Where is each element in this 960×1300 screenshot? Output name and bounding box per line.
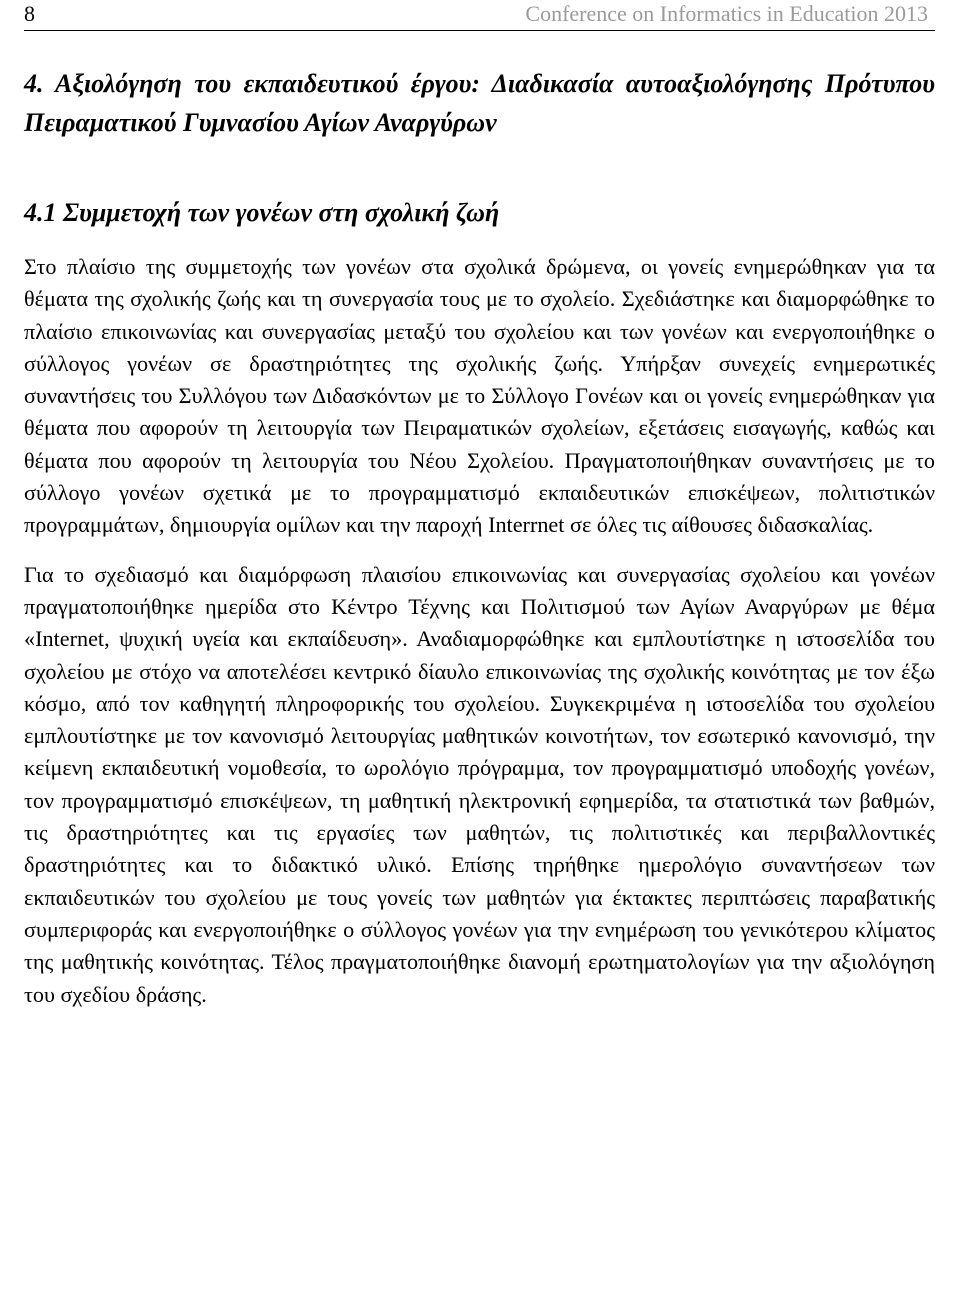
page-number: 8: [24, 1, 35, 26]
running-header: [24, 0, 935, 31]
conference-name: Conference on Informatics in Education 2013: [525, 1, 928, 26]
section-title: 4. Αξιολόγηση του εκπαιδευτικού έργου: Διαδικασία αυτοαξιολόγησης Πρότυπου Πειραματικού Γυμνασίου Αγίων Αναργύρων: [24, 69, 935, 137]
body-paragraph: Στο πλαίσιο της συμμετοχής των γονέων στα σχολικά δρώμενα, οι γονείς ενημερώθηκαν για τα θέματα της σχολικής ζωής και τη συνεργασία τους με το σχολείο. Σχεδιάστηκε και διαμορφώθηκε το πλαίσιο επικοινωνίας και συνεργασίας μεταξύ του σχολείου και των γονέων και ενεργοποιήθηκε ο σύλλογος γονέων σε δραστηριότητες της σχολικής ζωής. Υπήρξαν συνεχείς ενημερωτικές συναντήσεις του Συλλόγου των Διδασκόντων με το Σύλλογο Γονέων και οι γονείς ενημερώθηκαν για θέματα που αφορούν τη λειτουργία των Πειραματικών σχολείων, εξετάσεις εισαγωγής, καθώς και θέματα που αφορούν τη λειτουργία του Νέου Σχολείου. Πραγματοποιήθηκαν συναντήσεις με το σύλλογο γονέων σχετικά με το προγραμματισμό εκπαιδευτικών επισκέψεων, πολιτιστικών προγραμμάτων, δημιουργία ομίλων και την παροχή Interrnet σε όλες τις αίθουσες διδασκαλίας.: [24, 254, 935, 538]
subsection-title: 4.1 Συμμετοχή των γονέων στη σχολική ζωή: [24, 198, 500, 227]
body-paragraph: Για το σχεδιασμό και διαμόρφωση πλαισίου επικοινωνίας και συνεργασίας σχολείου και γονέων πραγματοποιήθηκε ημερίδα στο Κέντρο Τέχνης και Πολιτισμού των Αγίων Αναργύρων με θέμα «Internet, ψυχική υγεία και εκπαίδευση». Αναδιαμορφώθηκε και εμπλουτίστηκε η ιστοσελίδα του σχολείου με στόχο να αποτελέσει κεντρικό δίαυλο επικοινωνίας της σχολικής κοινότητας με τον έξω κόσμο, από τον καθηγητή πληροφορικής του σχολείου. Συγκεκριμένα η ιστοσελίδα του σχολείου εμπλουτίστηκε με τον κανονισμό λειτουργίας μαθητικών κοινοτήτων, τον εσωτερικό κανονισμό, την κείμενη εκπαιδευτική νομοθεσία, το ωρολόγιο πρόγραμμα, τον προγραμματισμό υποδοχής γονέων, τον προγραμματισμό επισκέψεων, τη μαθητική ηλεκτρονική εφημερίδα, τα στατιστικά των βαθμών, τις δραστηριότητες και τις εργασίες των μαθητών, τις πολιτιστικές και περιβαλλοντικές δραστηριότητες και το διδακτικό υλικό. Επίσης τηρήθηκε ημερολόγιο συναντήσεων των εκπαιδευτικών του σχολείου με τους γονείς των μαθητών για έκτακτες περιπτώσεις παραβατικής συμπεριφοράς και ενεργοποιήθηκε ο σύλλογος γονέων για την ενημέρωση του γενικότερου κλίματος της μαθητικής κοινότητας. Τέλος πραγματοποιήθηκε διανομή ερωτηματολογίων για την αξιολόγηση του σχεδίου δράσης.: [24, 561, 935, 1007]
